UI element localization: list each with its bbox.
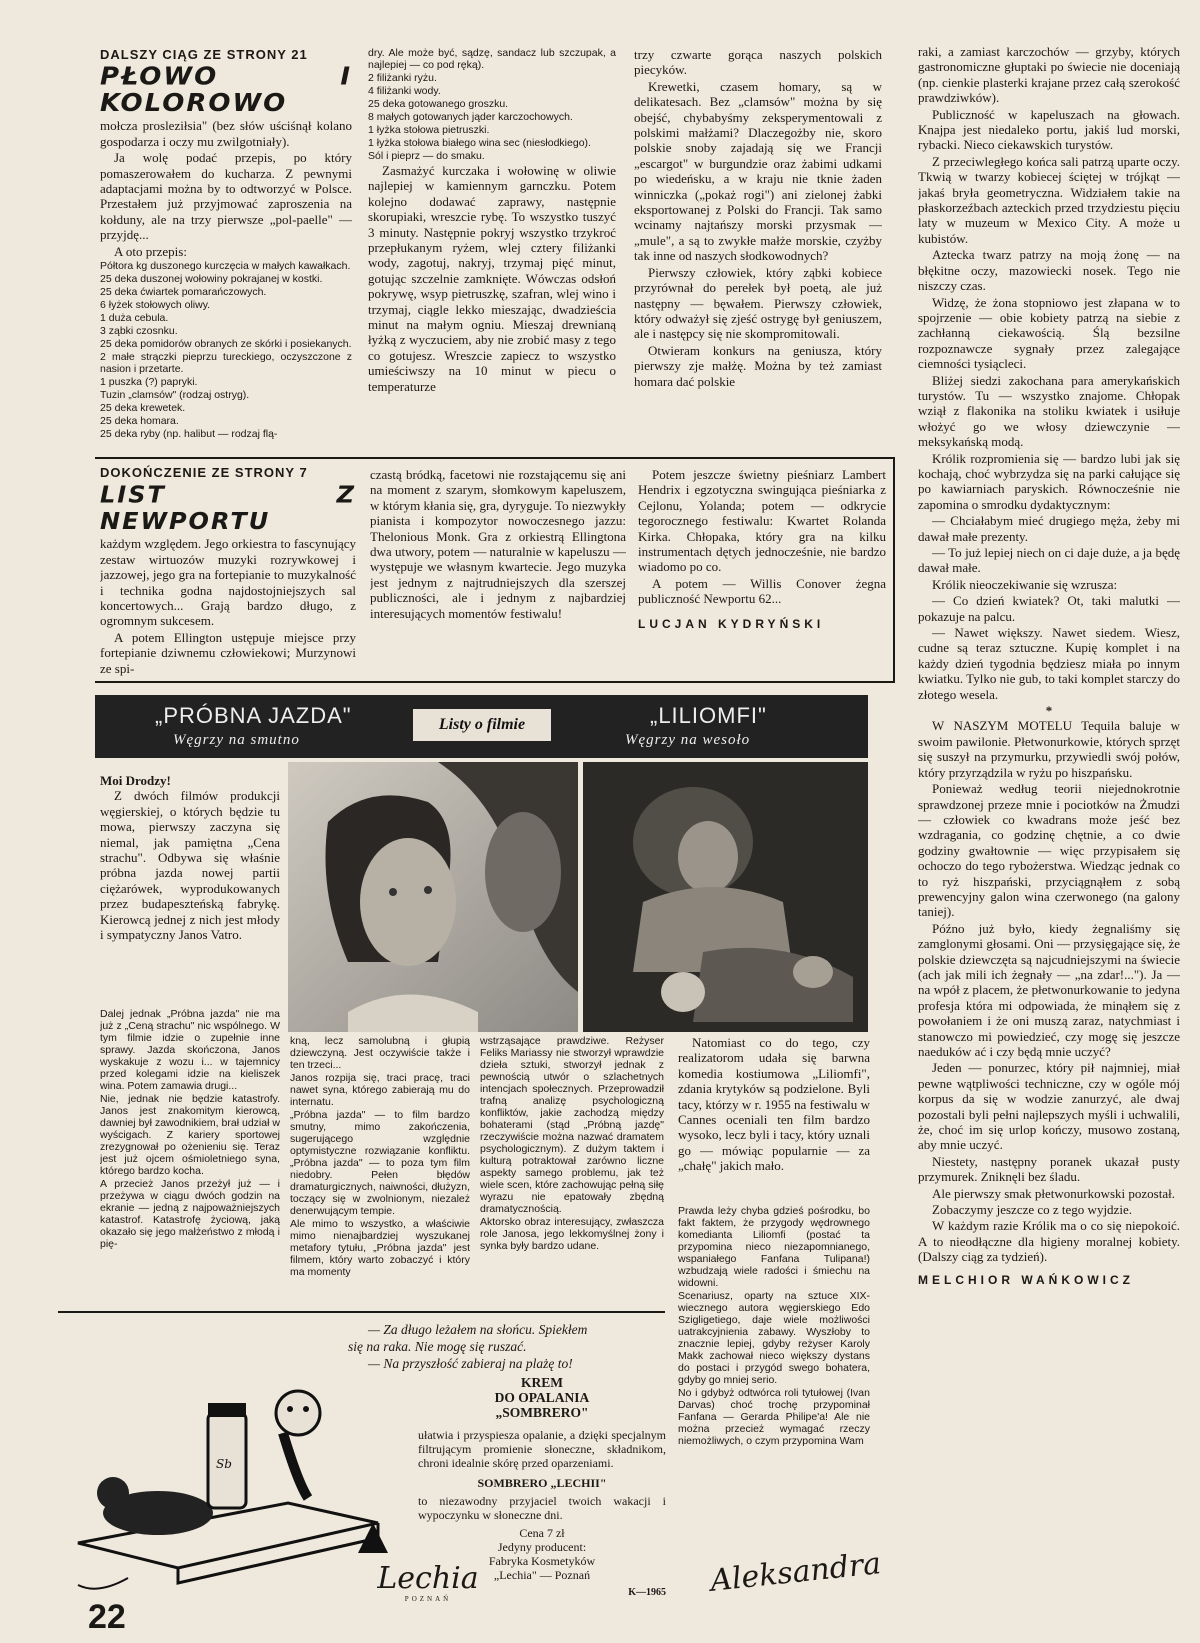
film-paragraph: „Próbna jazda" — to film bardzo smutny, mimo zakończenia, sugerującego względnie optymistyczne rozwiązanie konfliktu. „Próbna jazda" — to poza tym film niedobry. Pełen błędów dramaturgicznych, naiwności, dłużyzn, toczący się w zwolnionym, niezależ denerwującym tempie. xyxy=(290,1109,470,1217)
recipe-line: 25 deka krewetek. xyxy=(100,402,186,415)
article1-recipe-part2 xyxy=(368,47,616,162)
rule-bottom xyxy=(95,681,895,683)
film-paragraph: Prawda leży chyba gdzieś pośrodku, bo fakt faktem, że przygody wędrownego komedianta Liliomfi (postać ta przypomina nieco niezapomnianego, wspaniałego Fanfana Tulipana!) wzbudzają wiele radości i śmiechu na widowni. xyxy=(678,1205,870,1289)
film-paragraph: Nie, jednak nie będzie katastrofy. Janos jest znakomitym kierowcą, dawniej był zawodnikiem, brał udział w wyścigach. Z kariery sportowej zrezygnował po ożenieniu się. Teraz jest już ojcem ośmioletniego syna, którego bardzo kocha. xyxy=(100,1093,280,1177)
right-column-paragraph: W NASZYM MOTELU Tequila baluje w swoim pawilonie. Płetwonurkowie, których sprzęt się suszył na przymurku, przywiedli swój połów, który przyrządzila w ryżu po hiszpańsku. xyxy=(918,718,1180,780)
article2-col1-text: każdym względem. Jego orkiestra to fascynujący zestaw wirtuozów muzyki rozrywkowej i jazzowej, jego gra na fortepianie to muzykalność i technika godna najdostojniejszych sal koncertowych... Grają bardzo długo, z ogromnym sukcesem. xyxy=(100,536,356,629)
right-column-paragraph: Królik rozpromienia się — bardzo lubi jak się kochają, choć wybrzydza się na parki całujące się po kawiarniach paryskich. Równocześnie nie zapomina o smrodku dydaktycznym: xyxy=(918,450,1180,512)
film-paragraph: Dalej jednak „Próbna jazda" nie ma już z „Ceną strachu" nic wspólnego. W tym filmie idzie o zupełnie inne sprawy. Jazda skończona, Janos wyskakuje z wozu i... w tajemnicy przed kolegami idzie na kieliszek wina. Potem zamawia drugi... xyxy=(100,1008,280,1092)
right-column-paragraph: — Chciałabym mieć drugiego męża, żeby mi dawał małe prezenty. xyxy=(918,513,1180,544)
recipe-line: 25 deka gotowanego groszku. xyxy=(368,98,509,110)
article2-byline: LUCJAN KYDRYŃSKI xyxy=(638,616,825,631)
rule-right xyxy=(893,457,895,682)
recipe-line: 1 łyżka stołowa białego wina sec (niesłodkiego). xyxy=(368,137,591,149)
film-intro xyxy=(100,773,280,1003)
film-col1-text xyxy=(100,1008,280,1250)
page-number: 22 xyxy=(88,1598,126,1636)
recipe-line: 25 deka ryby (np. halibut — rodzaj flą- xyxy=(100,428,278,441)
film-paragraph: Janos rozpija się, traci pracę, traci nawet syna, którego zabierają mu do internatu. xyxy=(290,1072,470,1108)
article1-col2 xyxy=(368,47,616,442)
article2-headline: LIST Z NEWPORTU xyxy=(100,481,356,536)
recipe-line: 25 deka pomidorów obranych ze skórki i posiekanych. xyxy=(100,338,352,351)
right-column-paragraph: Aztecka twarz patrzy na moją żonę — na błękitne oczy, mazowiecki nosek. Tego nie niszczy czas. xyxy=(918,247,1180,294)
recipe-line: 2 małe strączki pieprzu tureckiego, oczyszczone z nasion i przetarte. xyxy=(100,351,352,376)
right-column-paragraph: W każdym razie Królik ma o co się niepokoić. A to nieodłączne dla higieny moralnej kobiety. (Dalszy ciąg za tydzień). xyxy=(918,1218,1180,1265)
right-column-text-a xyxy=(918,44,1180,702)
film-col3-text xyxy=(480,1035,664,1252)
film-banner xyxy=(95,695,868,758)
ad-illustration xyxy=(58,1373,398,1613)
article1-paragraph: Krewetki, czasem homary, są w delikatesach. Bez „clamsów" można by się obejść, chybabyśmy zeksperymentowali z polskimi małżami? Dlaczegożby nie, skoro polskie snoby zajadają się we Francji „escargot" w burgundzie oraz żabimi udkami po wiedeńsku, a w kraju nie tknie żaden winniczka („pokaż rogi") ani zielonej żabki eksportowanej z Polski do Francji. Tak samo wcinamy najtańszy morski przysmak — „mule", a są to zwykłe małże morskie, czyżby tak inne od naszych słodkowodnych? xyxy=(634,78,882,264)
ad-heading: KREM DO OPALANIA „SOMBRERO" xyxy=(494,1375,590,1420)
right-column-paragraph: — Co dzień kwiatek? Ot, taki malutki — pokazuje na palcu. xyxy=(918,593,1180,624)
film-col4-text: Natomiast co do tego, czy realizatorom udała się barwna komedia kostiumowa „Liliomfi", zdania krytyków są podzielone. Byli tacy, którzy w r. 1955 na festiwalu w Cannes oceniali ten film bardzo wysoko, lecz byli i tacy, który uznali go — mówiąc popularnie — za „chałę" jakich mało. xyxy=(678,1035,870,1174)
banner-right-subtitle: Węgrzy na wesoło xyxy=(625,732,751,748)
ad-brand: SOMBRERO „LECHII" xyxy=(477,1476,607,1490)
ad-logo-text: Lechia xyxy=(377,1561,479,1596)
film-col1 xyxy=(100,1008,280,1308)
recipe-line: 25 deka ćwiartek pomarańczowych. xyxy=(100,286,267,299)
recipe-line: 1 puszka (?) papryki. xyxy=(100,376,198,389)
film-photo-probna-jazda xyxy=(288,762,578,1032)
film-paragraph: A przecież Janos przeżył już — i przeżywa w ciągu dwóch godzin na ekranie — jedną z najpoważniejszych katastrof. Katastrofę życiową, jaką okazało się jego małżeństwo z młodą i pię- xyxy=(100,1178,280,1250)
recipe-line: Półtora kg duszonego kurczęcia w małych kawałkach. xyxy=(100,260,351,273)
film-col4b xyxy=(678,1205,870,1550)
film-signature: Aleksandra xyxy=(708,1546,883,1599)
article1-col2-text xyxy=(368,163,616,394)
article1-col1-text xyxy=(100,118,352,259)
article2-col3 xyxy=(638,467,886,679)
article1-paragraph: Zasmażyć kurczaka i wołowinę w oliwie najlepiej w kamiennym garnczku. Potem kolejno dodawać zaprawy, następnie skorupiaki, wreszcie rybę. To wszystko tuszyć 3 minuty. Następnie pokryj wszystko trzykroć przepłukanym ryżem, wlej cztery filiżanki wody, zagotuj, nakryj, trzymaj pięć minut, gotując szczelnie zamknięte. Wówczas odsłoń pokrywę, wsyp pietruszkę, szafran, wlej wino i trzymaj, ciągle lekko mieszając, dwadzieścia minut na małym ogniu. Mieszaj drewnianą łyżką z wyczuciem, aby nie zrobić masy z tego co gotujesz. Wreszcie zapiecz to wszystko umieściwszy na 10 minut w piecu o temperaturze xyxy=(368,163,616,394)
right-column-paragraph: Późno już było, kiedy żegnaliśmy się zamglonymi głosami. Oni — przysięgające się, że polskie dziewczęta są najcudniejszymi na świecie (ach jak mili ich żegnały — „na zdar!..."). Ja — na wpół z placem, że płetwonurkowanie to jedyna profesja która mi odpowiada, że minąłem się z powołaniem i że oni muszą zaraz, natychmiast i stanowczo mi powiedzieć, czy mogę się jeszcze naeduków ać i czy będą mnie uczyć? xyxy=(918,920,1180,1059)
recipe-line: 25 deka duszonej wołowiny pokrajanej w kostki. xyxy=(100,273,323,286)
right-column-paragraph: Jeden — ponurzec, który pił najmniej, miał pewne wątpliwości techniczne, czy w ogóle mój korpus da się w wodzie zanurzyć, ale dwaj pozostali byli pełni najlepszych myśli i uchwalili, że, choć im się urlop kończy, musowo zostaną, aby mnie uczyć. xyxy=(918,1060,1180,1153)
recipe-line: 25 deka homara. xyxy=(100,415,179,428)
article2-col3-text: Potem jeszcze świetny pieśniarz Lambert Hendrix i egzotyczna swingująca pieśniarka z Cejlonu, Yolanda; potem — odkrycie tegorocznego festiwalu: Kwartet Rolanda Kirka. Chłopaka, który gra na kilku instrumentach dętych jednocześnie, nie bardzo wiadomo po co. xyxy=(638,467,886,575)
recipe-line: 6 łyżek stołowych oliwy. xyxy=(100,299,211,312)
section-star: * xyxy=(1045,703,1053,719)
film-col4b-text xyxy=(678,1205,870,1447)
right-column-paragraph: Niestety, następny poranek ukazał pusty przymurek. Zniknęli bez śladu. xyxy=(918,1153,1180,1185)
right-column-paragraph: — Nawet większy. Nawet siedem. Wiesz, cudne są teraz sztuczne. Kupię komplet i na każdy dzień tygodnia będziesz miała po innym kwiatku. Tylko nie gub, to taki komplet starczy do złotego wesela. xyxy=(918,625,1180,702)
right-column-paragraph: Z przeciwległego końca sali patrzą uparte oczy. Tkwią w twarzy kobiecej ściętej w trójkąt — jakaś bryła geometryczna. Widziałem takie na płaskorzeźbach azteckich przed trzydziestu pięciu laty w muzeum w Mexico City. A może u kubistów. xyxy=(918,153,1180,246)
recipe-line: 3 ząbki czosnku. xyxy=(100,325,178,338)
right-column-paragraph: Królik nieoczekiwanie się wzrusza: xyxy=(932,576,1118,592)
film-col2 xyxy=(290,1035,470,1308)
recipe-line: 4 filiżanki wody. xyxy=(368,85,441,97)
banner-right-title: „LILIOMFI" xyxy=(650,703,767,728)
right-column-text-b xyxy=(918,718,1180,1264)
ad-logo-sub: POZNAŃ xyxy=(404,1595,452,1603)
article2-col2 xyxy=(370,467,626,679)
right-column-paragraph: Ale pierwszy smak płetwonurkowski pozostał. xyxy=(932,1185,1175,1201)
right-column-paragraph: Zobaczymy jeszcze co z tego wyjdzie. xyxy=(932,1202,1132,1218)
article1-recipe-part1 xyxy=(100,260,352,440)
recipe-line: 2 filiżanki ryżu. xyxy=(368,72,437,84)
article2-col1 xyxy=(100,465,356,677)
article1-col3-text xyxy=(634,47,882,389)
ad-quote-line2: się na raka. Nie mogę się ruszać. xyxy=(348,1339,527,1354)
film-col2-text xyxy=(290,1035,470,1278)
recipe-line: Tuzin „clamsów" (rodzaj ostryg). xyxy=(100,389,250,402)
film-intro-text: Z dwóch filmów produkcji węgierskiej, o których będzie tu mowa, pierwszy zaczyna się niemal, jak pamiętna „Cena strachu". Odbywa się właśnie próbna jazda nowej partii ciężarówek, wyprodukowanych przez budapeszteńską fabrykę. Kierowcą jednej z nich jest młody i sympatyczny Janos Vatro. xyxy=(100,788,280,943)
article2-col3b-text: A potem — Willis Conover żegna publiczność Newportu 62... xyxy=(638,575,886,607)
ad-price: Cena 7 zł xyxy=(519,1526,565,1540)
article1-paragraph: Otwieram konkurs na geniusza, który pierwszy zje małżę. Można by też zamiast homara dać polskie xyxy=(634,342,882,389)
right-column-paragraph: — To już lepiej niech on ci daje duże, a ja będę dawał małe. xyxy=(918,545,1180,576)
recipe-line: 8 małych gotowanych jąder karczochowych. xyxy=(368,111,573,123)
ad-body2: to niezawodny przyjaciel twoich wakacji i wypoczynku w słoneczne dni. xyxy=(418,1494,666,1522)
film-photo-liliomfi xyxy=(583,762,868,1032)
banner-center-label: Listy o filmie xyxy=(413,709,551,741)
banner-left-title: „PRÓBNA JAZDA" xyxy=(155,703,352,728)
right-column-paragraph: raki, a zamiast karczochów — grzyby, których gastronomiczne głuptaki po świecie nie doceniają (np. cienkie plasterki krajane przez całą szerokość prawdziwków). xyxy=(918,44,1180,106)
film-col4 xyxy=(678,1035,870,1200)
article2-kicker: DOKOŃCZENIE ZE STRONY 7 xyxy=(100,465,308,480)
ad-logo xyxy=(373,1563,483,1603)
banner-left-subtitle: Węgrzy na smutno xyxy=(173,732,300,748)
right-column-byline: MELCHIOR WAŃKOWICZ xyxy=(918,1272,1134,1287)
article1-col1 xyxy=(100,47,352,442)
ad-body: ułatwia i przyspiesza opalanie, a dzięki specjalnym filtrującym promienie słoneczne, składnikom, chroni idealnie skórę przed oparzeniami. xyxy=(418,1428,666,1470)
article1-paragraph: mołcza prosleziłsia" (bez słów uściśnął kolano gospodarza i oczy mu zwilgotniały). xyxy=(100,118,352,149)
recipe-line: dry. Ale może być, sądzę, sandacz lub szczupak, a najlepiej — co pod ręką). xyxy=(368,47,616,71)
film-col3 xyxy=(480,1035,664,1308)
ad-producer: Jedyny producent: Fabryka Kosmetyków „Lechia" — Poznań xyxy=(488,1540,596,1582)
recipe-line: 1 łyżka stołowa pietruszki. xyxy=(368,124,490,136)
article1-paragraph: A oto przepis: xyxy=(114,243,187,259)
right-column-paragraph: Publiczność w kapeluszach na głowach. Knajpa jest niedaleko portu, jakiś lud morski, rybacki. Nieco ciekawskich turystów. xyxy=(918,106,1180,153)
ad-quote-line3: — Na przyszłość zabieraj na plażę to! xyxy=(368,1356,573,1371)
article1-paragraph: Pierwszy człowiek, który ząbki kobiece przyrównał do perełek był poetą, ale już następny — bęwałem. Pierwszy człowiek, który odważył się zjeść ostrygę był geniuszem, ale i następcy się nie skompromitowali. xyxy=(634,264,882,342)
article1-headline: PŁOWO I KOLOROWO xyxy=(100,62,352,118)
article2-col2-text: czastą bródką, facetowi nie rozstającemu się ani na moment z szarym, słomkowym kapeluszem, w którym kłania się, gra, dyryguje. To niezwykły pianista i kompozytor nowoczesnego jazzu: Thelonious Monk. Gra z orkiestrą Ellingtona dwa utwory, potem — naturalnie w kapeluszu — występuje we własnym kwartecie. Jego muzyka jest jednym z najtrudniejszych dla szerszej publiczności, ale i jednym z najbardziej interesujących momentów festiwalu! xyxy=(370,467,626,621)
ad-quote xyxy=(348,1321,668,1372)
right-column-paragraph: Ponieważ według teorii niejednokrotnie sprawdzonej przeze mnie i pociotków na Żmudzi — człowiek co kwadrans może jeść bez wzdragania, co godzinę chętnie, a co dwie godziny gwałtownie — więc przypisałem się ochoczo do tego rybożerstwa. Wiedząc jednak co to ryż hiszpański, przyciągnąłem z sobą prewencyjny galon wina czerwonego (na galony taniej). xyxy=(918,781,1180,920)
right-column-paragraph: Widzę, że żona stopniowo jest złapana w to spojrzenie — obie kobiety patrzą na siebie z zachłanną ciekawością. Ślą bezsilne rozpoznawcze sygnały przez zalegające ciemności tysiącleci. xyxy=(918,294,1180,372)
film-paragraph: Scenariusz, oparty na sztuce XIX-wiecznego autora węgierskiego Edo Szigligetiego, daje wiele możliwości uatrakcyjnienia zabawy. Wyszłoby to znacznie lepiej, gdyby reżyser Karoly Makk zachował nieco większy dystans do postaci i przygód swego bohatera, gdyby go mniej serio. xyxy=(678,1290,870,1386)
ad-code: K—1965 xyxy=(628,1587,666,1598)
film-paragraph: kną, lecz samolubną i głupią dziewczyną. Jest oczywiście także i ten trzeci... xyxy=(290,1035,470,1071)
film-paragraph: No i gdybyż odtwórca roli tytułowej (Ivan Darvas) choć trochę przypominał Fanfana — Gerarda Philipe'a! Ale nie można przecież wymagać rzeczy niemożliwych, o czym przypomina Wam xyxy=(678,1387,870,1447)
film-greeting: Moi Drodzy! xyxy=(100,773,171,788)
svg-text:Sb: Sb xyxy=(216,1457,232,1471)
article1-kicker: DALSZY CIĄG ZE STRONY 21 xyxy=(100,47,308,62)
ad-quote-line1: — Za długo leżałem na słońcu. Spiekłem xyxy=(368,1322,588,1337)
article2-col1b-text: A potem Ellington ustępuje miejsce przy fortepianie dziwnemu człowiekowi; Murzynowi ze spi- xyxy=(100,629,356,676)
article1-paragraph: Ja wolę podać przepis, po który pomaszerowałem do kucharza. Z pewnymi adaptacjami można by to odtworzyć w Polsce. Przestałem już przyjmować zaproszenia na kołduny, ale na trzy pierwsze „pol-paelle" — przyjdę... xyxy=(100,150,352,243)
recipe-line: 1 duża cebula. xyxy=(100,312,169,325)
right-column xyxy=(918,44,1180,1580)
film-paragraph: Aktorsko obraz interesujący, zwłaszcza role Janosa, jego lekkomyślnej żony i synka były bardzo udane. xyxy=(480,1216,664,1252)
article1-paragraph: trzy czwarte gorąca naszych polskich piecyków. xyxy=(634,47,882,78)
film-paragraph: wstrząsające prawdziwe. Reżyser Feliks Mariassy nie stworzył wprawdzie dzieła sztuki, stworzył jednak z pewnością utwór o szlachetnych intencjach społecznych. Przeprowadził trafną analizę psychologiczną konfliktów, jakie zachodzą między bohaterami (stąd „Próbną jazdę" rzeczywiście można nazwać dramatem psychologicznym). Z dużym taktem i kulturą potraktował zarówno liczne aspekty samego problemu, jak też wiele scen, które zachowując pełną siłę wyrazu nie epatowały zbędną dramatycznością. xyxy=(480,1035,664,1215)
ad-sombrero xyxy=(58,1311,665,1616)
right-column-paragraph: Bliżej siedzi zakochana para amerykańskich turystów. Tu — wszystko znajome. Chłopak wziął z flakonika na stoliku kwiatek i usiłuje włożyć go we włosy dziewczynie — meksykańską modą. xyxy=(918,372,1180,450)
recipe-line: Sól i pieprz — do smaku. xyxy=(368,150,485,162)
film-paragraph: Ale mimo to wszystko, a właściwie mimo nienajbardziej wyszukanej metafory tytułu, „Próbna jazda" jest filmem, który warto zobaczyć i który ma momenty xyxy=(290,1218,470,1278)
article1-col3 xyxy=(634,47,882,442)
rule-top xyxy=(95,457,895,459)
